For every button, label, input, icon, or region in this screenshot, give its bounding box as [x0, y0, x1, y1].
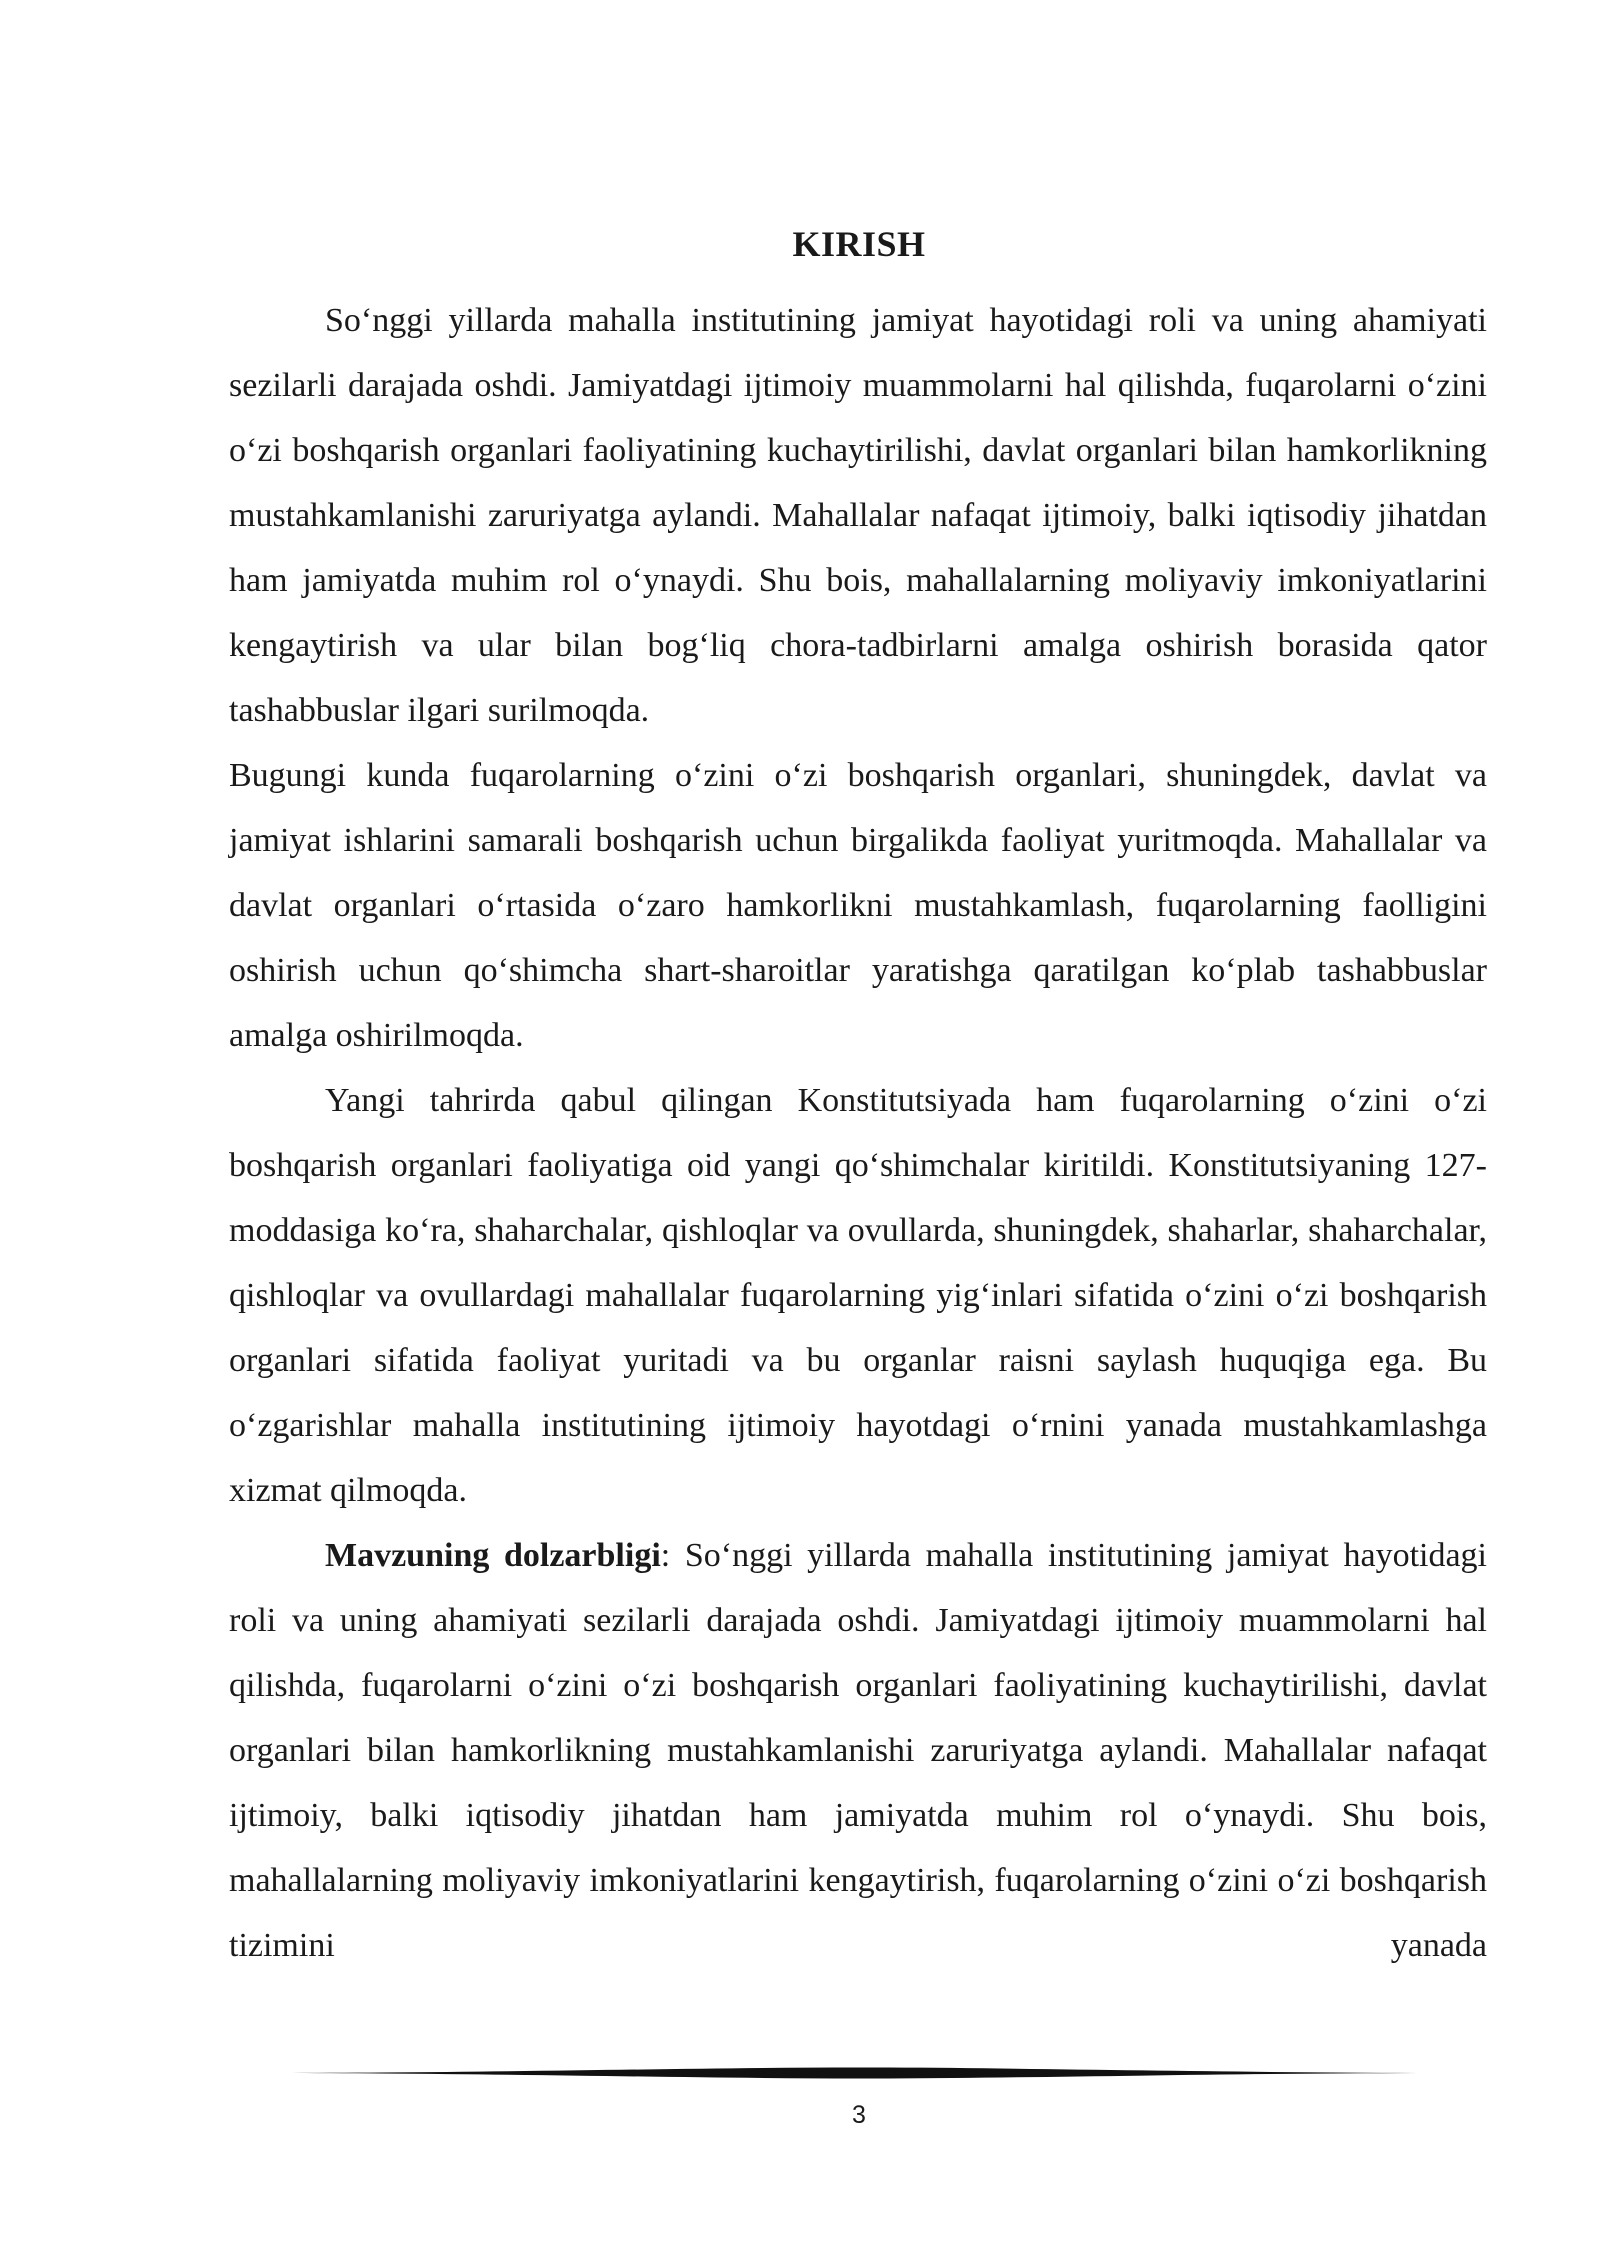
- paragraph-current-situation: Bugungi kunda fuqarolarning o‘zini o‘zi boshqarish organlari, shuningdek, davlat va jamiyat ishlarini samarali boshqarish uchun birgalikda faoliyat yuritmoqda. Mahallalar va davlat organlari o‘rtasida o‘zaro hamkorlikni mustahkamlash, fuqarolarning faolligini oshirish uchun qo‘shimcha shart-sharoitlar yaratishga qaratilgan ko‘plab tashabbuslar amalga oshirilmoqda.: [229, 757, 1487, 1054]
- footer-divider: [278, 2066, 1438, 2080]
- page-number: 3: [852, 2101, 866, 2129]
- paragraph-intro: So‘nggi yillarda mahalla institutining jamiyat hayotidagi roli va uning ahamiyati sezilarli darajada oshdi. Jamiyatdagi ijtimoiy muammolarni hal qilishda, fuqarolarni o‘zini o‘zi boshqarish organlari faoliyatining kuchaytirilishi, davlat organlari bilan hamkorlikning mustahkamlanishi zaruriyatga aylandi. Mahallalar nafaqat ijtimoiy, balki iqtisodiy jihatdan ham jamiyatda muhim rol o‘ynaydi. Shu bois, mahallalarning moliyaviy imkoniyatlarini kengaytirish va ular bilan bog‘liq chora-tadbirlarni amalga oshirish borasida qator tashabbuslar ilgari surilmoqda.: [229, 302, 1487, 729]
- paragraph-constitution: Yangi tahrirda qabul qilingan Konstitutsiyada ham fuqarolarning o‘zini o‘zi boshqarish organlari faoliyatiga oid yangi qo‘shimchalar kiritildi. Konstitutsiyaning 127-moddasiga ko‘ra, shaharchalar, qishloqlar va ovullarda, shuningdek, shaharlar, shaharchalar, qishloqlar va ovullardagi mahallalar fuqarolarning yig‘inlari sifatida o‘zini o‘zi boshqarish organlari sifatida faoliyat yuritadi va bu organlar raisni saylash huquqiga ega. Bu o‘zgarishlar mahalla institutining ijtimoiy hayotdagi o‘rnini yanada mustahkamlashga xizmat qilmoqda.: [229, 1082, 1487, 1509]
- body-text: [229, 288, 1487, 1978]
- section-heading: KIRISH: [792, 224, 926, 264]
- relevance-label: Mavzuning dolzarbligi: [325, 1537, 661, 1574]
- relevance-separator: :: [660, 1537, 685, 1574]
- relevance-text: So‘nggi yillarda mahalla institutining jamiyat hayotidagi roli va uning ahamiyati sezilarli darajada oshdi. Jamiyatdagi ijtimoiy muammolarni hal qilishda, fuqarolarni o‘zini o‘zi boshqarish organlari faoliyatining kuchaytirilishi, davlat organlari bilan hamkorlikning mustahkamlanishi zaruriyatga aylandi. Mahallalar nafaqat ijtimoiy, balki iqtisodiy jihatdan ham jamiyatda muhim rol o‘ynaydi. Shu bois, mahallalarning moliyaviy imkoniyatlarini kengaytirish, fuqarolarning o‘zini o‘zi boshqarish tizimini yanada: [229, 1537, 1487, 1964]
- paragraph-relevance: [229, 1523, 1487, 1978]
